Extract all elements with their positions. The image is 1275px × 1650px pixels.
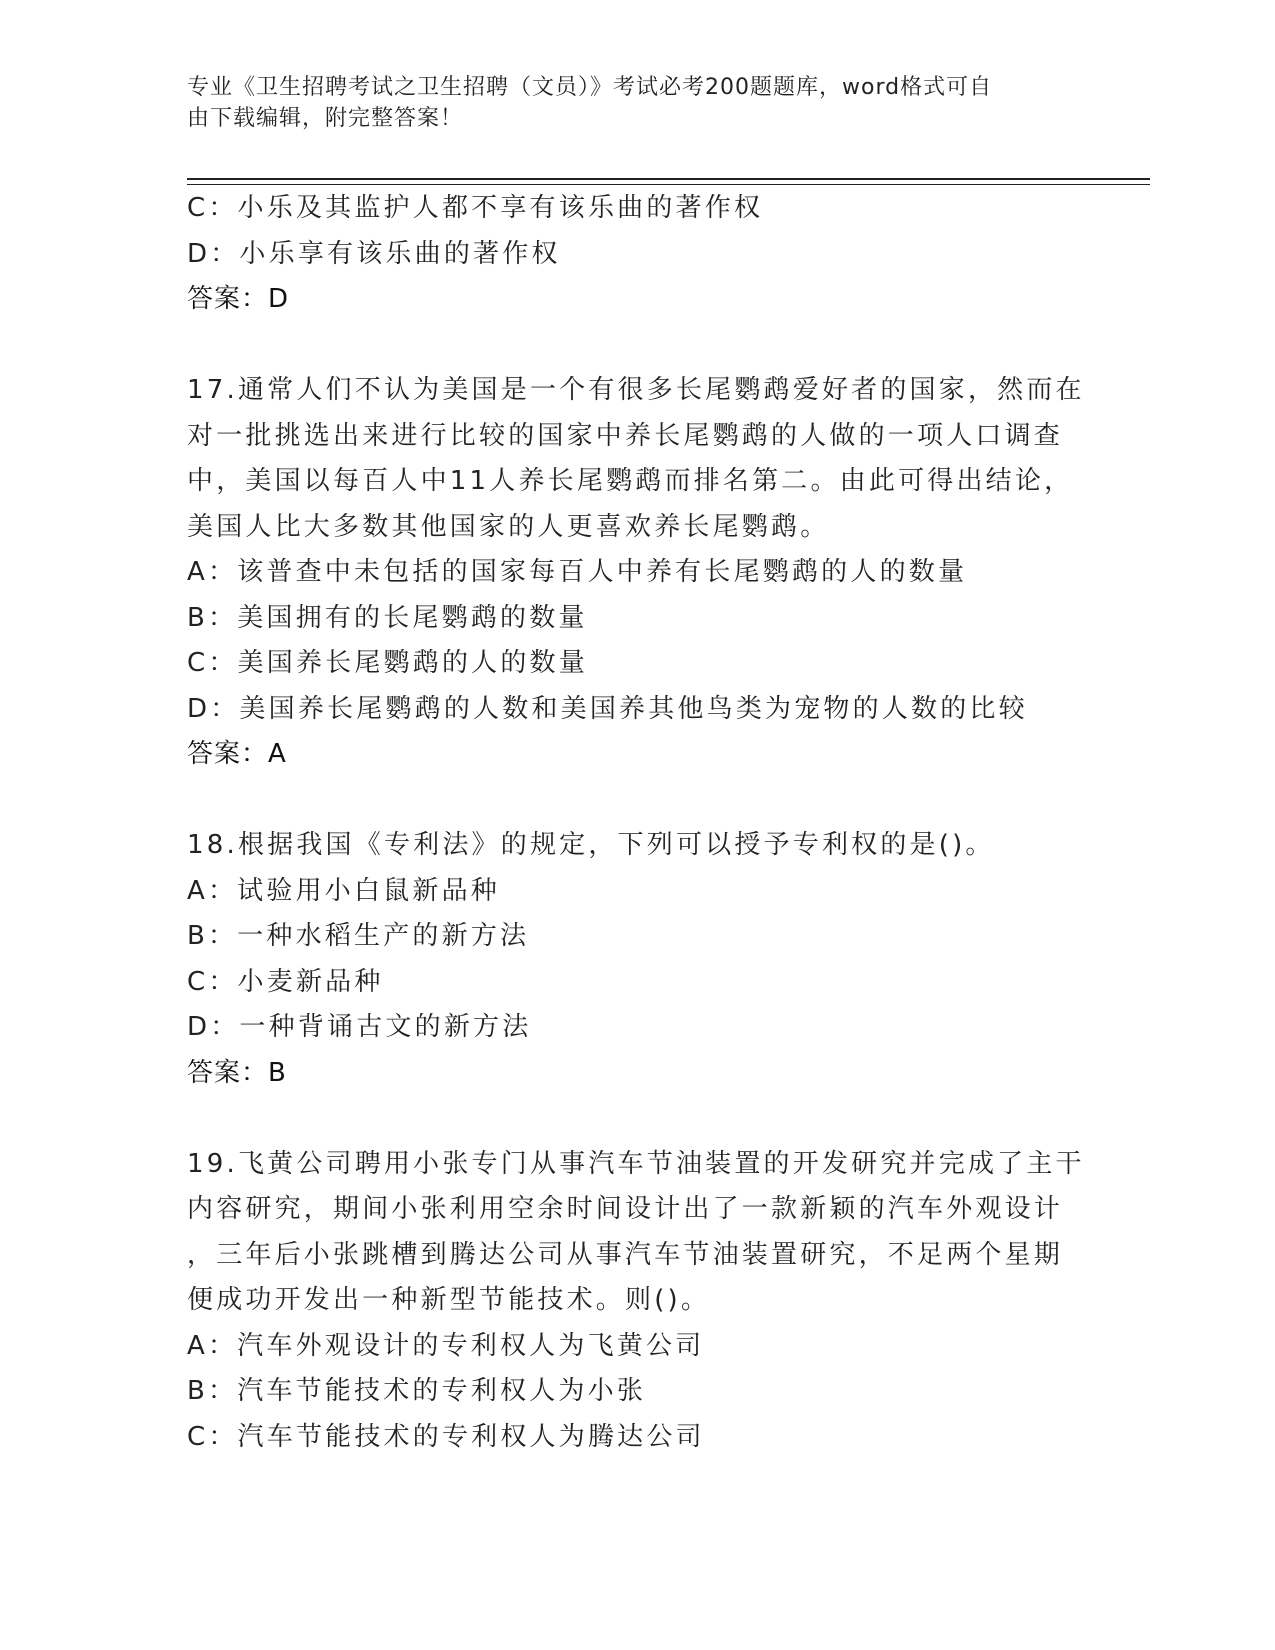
question-16-answer: 答案：D [187, 284, 290, 314]
question-18-option-b: B：一种水稻生产的新方法 [187, 921, 530, 951]
question-17-stem-line-1: 17.通常人们不认为美国是一个有很多长尾鹦鹉爱好者的国家，然而在 [187, 375, 1085, 405]
question-19-stem-line-4: 便成功开发出一种新型节能技术。则()。 [187, 1285, 711, 1315]
question-19-stem-line-2: 内容研究，期间小张利用空余时间设计出了一款新颖的汽车外观设计 [187, 1194, 1064, 1224]
spacer [187, 1096, 1087, 1142]
question-17-option-d: D：美国养长尾鹦鹉的人数和美国养其他鸟类为宠物的人数的比较 [187, 693, 1028, 724]
document-body [187, 186, 1087, 1460]
question-19 [187, 1142, 1087, 1461]
question-19-stem-line-3: ，三年后小张跳槽到腾达公司从事汽车节油装置研究，不足两个星期 [187, 1239, 1064, 1270]
header-line-1: 专业《卫生招聘考试之卫生招聘（文员）》考试必考200题题库，word格式可自 [187, 75, 993, 100]
question-18-option-a: A：试验用小白鼠新品种 [187, 875, 500, 906]
question-17-option-b: B：美国拥有的长尾鹦鹉的数量 [187, 602, 588, 633]
question-18-option-c: C：小麦新品种 [187, 966, 384, 997]
header-divider-thin [187, 184, 1150, 185]
question-16 [187, 186, 1087, 323]
question-17-answer: 答案：A [187, 739, 287, 769]
question-17-stem-line-3: 中，美国以每百人中11人养长尾鹦鹉而排名第二。由此可得出结论， [187, 466, 1074, 496]
spacer [187, 778, 1087, 824]
question-16-option-c: C：小乐及其监护人都不享有该乐曲的著作权 [187, 193, 764, 223]
question-17-stem-line-4: 美国人比大多数其他国家的人更喜欢养长尾鹦鹉。 [187, 511, 830, 542]
question-19-stem-line-1: 19.飞黄公司聘用小张专门从事汽车节油装置的开发研究并完成了主干 [187, 1148, 1085, 1179]
page-header [187, 72, 1067, 134]
question-17-option-c: C：美国养长尾鹦鹉的人的数量 [187, 648, 588, 678]
question-18-option-d: D：一种背诵古文的新方法 [187, 1012, 532, 1042]
question-18-stem-line-1: 18.根据我国《专利法》的规定，下列可以授予专利权的是()。 [187, 830, 995, 860]
question-19-option-b: B：汽车节能技术的专利权人为小张 [187, 1376, 647, 1406]
question-18 [187, 823, 1087, 1096]
question-19-option-c: C：汽车节能技术的专利权人为腾达公司 [187, 1421, 705, 1452]
header-divider-thick [187, 178, 1150, 180]
question-18-answer: 答案：B [187, 1057, 287, 1088]
question-17 [187, 368, 1087, 778]
question-17-stem-line-2: 对一批挑选出来进行比较的国家中养长尾鹦鹉的人做的一项人口调查 [187, 420, 1064, 451]
question-16-option-d: D：小乐享有该乐曲的著作权 [187, 238, 561, 269]
spacer [187, 323, 1087, 369]
header-line-2: 由下载编辑，附完整答案！ [187, 106, 464, 131]
question-19-option-a: A：汽车外观设计的专利权人为飞黄公司 [187, 1330, 705, 1361]
question-17-option-a: A：该普查中未包括的国家每百人中养有长尾鹦鹉的人的数量 [187, 557, 968, 587]
